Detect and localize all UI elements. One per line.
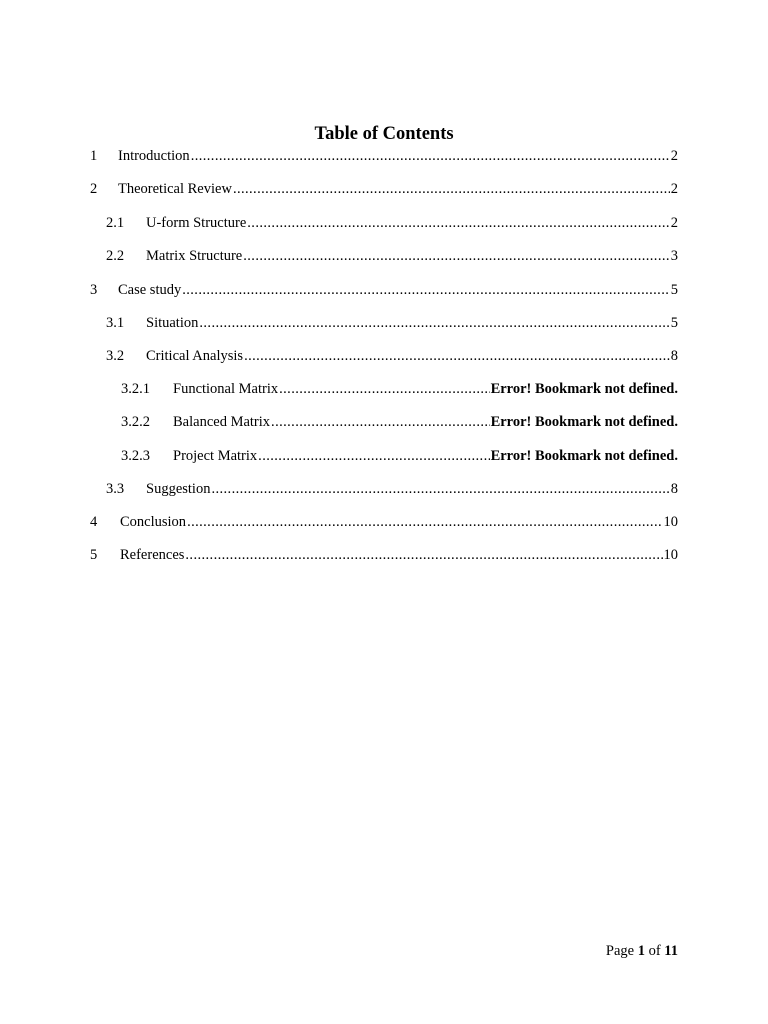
toc-entry-title: References <box>120 547 185 563</box>
toc-title: Table of Contents <box>314 124 454 144</box>
toc-leader-dots <box>211 480 669 498</box>
toc-entry-number: 2.1 <box>106 215 125 231</box>
toc-entry-page: 2 <box>670 181 678 197</box>
toc-entry-number: 2 <box>90 181 98 197</box>
toc-entry-title: Functional Matrix <box>173 381 279 397</box>
toc-leader-dots <box>185 546 662 564</box>
toc-entry-page: 2 <box>670 215 678 231</box>
toc-entry-page-error: Error! Bookmark not defined. <box>490 448 678 464</box>
toc-entry-page-error: Error! Bookmark not defined. <box>490 381 678 397</box>
toc-entry-conclusion[interactable] <box>90 513 678 531</box>
toc-entry-title: Introduction <box>118 148 190 164</box>
toc-entry-number: 3.2.2 <box>121 414 150 430</box>
toc-entry-critical-analysis[interactable] <box>106 347 678 365</box>
toc-entry-number: 3.2 <box>106 348 125 364</box>
footer-of-label: of <box>648 943 661 959</box>
toc-entry-page: 10 <box>663 547 678 563</box>
toc-entry-number: 5 <box>90 547 98 563</box>
toc-leader-dots <box>271 413 490 431</box>
toc-leader-dots <box>247 214 669 232</box>
toc-entry-suggestion[interactable] <box>106 480 678 498</box>
toc-entry-title: Balanced Matrix <box>173 414 271 430</box>
toc-entry-title: Case study <box>118 282 182 298</box>
toc-entry-introduction[interactable] <box>90 147 678 165</box>
toc-entry-page-error: Error! Bookmark not defined. <box>490 414 678 430</box>
toc-leader-dots <box>233 180 670 198</box>
toc-entry-title: Matrix Structure <box>146 248 243 264</box>
toc-leader-dots <box>182 281 670 299</box>
toc-leader-dots <box>243 247 670 265</box>
toc-leader-dots <box>191 147 670 165</box>
toc-entry-project-matrix[interactable] <box>121 447 678 465</box>
toc-entry-page: 3 <box>670 248 678 264</box>
toc-entry-balanced-matrix[interactable] <box>121 413 678 431</box>
toc-entry-number: 3.1 <box>106 315 125 331</box>
toc-entry-number: 3 <box>90 282 98 298</box>
toc-entry-number: 1 <box>90 148 98 164</box>
footer-page-label: Page <box>605 943 635 959</box>
toc-leader-dots <box>244 347 670 365</box>
toc-entry-functional-matrix[interactable] <box>121 380 678 398</box>
toc-entry-title: Project Matrix <box>173 448 258 464</box>
toc-entry-references[interactable] <box>90 546 678 564</box>
toc-entry-case-study[interactable] <box>90 281 678 299</box>
toc-entry-number: 4 <box>90 514 98 530</box>
toc-entry-number: 3.3 <box>106 481 125 497</box>
toc-entry-number: 3.2.3 <box>121 448 150 464</box>
toc-entry-situation[interactable] <box>106 314 678 332</box>
toc-entry-page: 5 <box>670 282 678 298</box>
toc-entry-page: 10 <box>663 514 678 530</box>
toc-leader-dots <box>258 447 489 465</box>
toc-entry-number: 2.2 <box>106 248 125 264</box>
toc-entry-number: 3.2.1 <box>121 381 150 397</box>
toc-entry-title: Theoretical Review <box>118 181 232 197</box>
toc-entry-theoretical-review[interactable] <box>90 180 678 198</box>
toc-entry-title: Critical Analysis <box>146 348 244 364</box>
toc-leader-dots <box>199 314 669 332</box>
page-footer <box>606 942 678 960</box>
toc-entry-u-form-structure[interactable] <box>106 214 678 232</box>
toc-entry-page: 5 <box>670 315 678 331</box>
footer-current-page: 1 <box>637 943 645 959</box>
toc-entry-title: Conclusion <box>120 514 187 530</box>
toc-entry-title: Suggestion <box>146 481 211 497</box>
toc-entry-title: U-form Structure <box>146 215 247 231</box>
toc-entry-page: 2 <box>670 148 678 164</box>
footer-total-pages: 11 <box>664 943 678 959</box>
toc-entry-matrix-structure[interactable] <box>106 247 678 265</box>
toc-leader-dots <box>187 513 662 531</box>
toc-entry-page: 8 <box>670 348 678 364</box>
toc-leader-dots <box>279 380 489 398</box>
toc-entry-page: 8 <box>670 481 678 497</box>
toc-entry-title: Situation <box>146 315 199 331</box>
